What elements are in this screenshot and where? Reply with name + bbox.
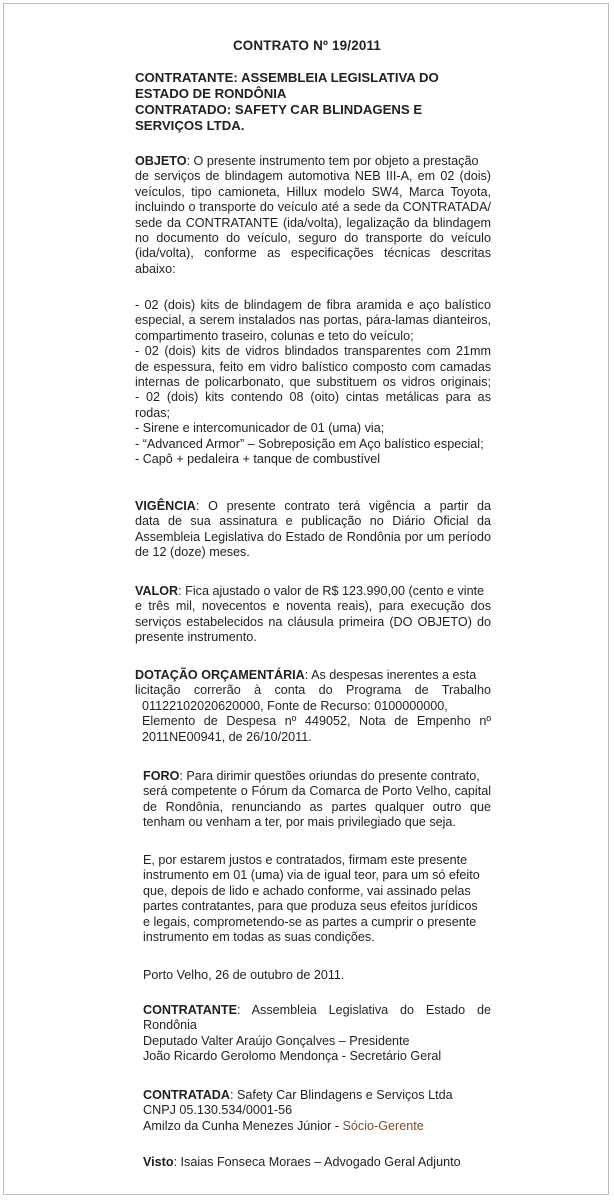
objeto-line: veículos, tipo camioneta, Hillux modelo SW4, Marca Toyota, xyxy=(135,184,491,199)
foro-clause xyxy=(143,769,491,831)
objeto-line: sede da CONTRATANTE (ida/volta), legalização da blindagem xyxy=(135,215,491,230)
dotacao-clause xyxy=(135,668,491,745)
contratada-signature xyxy=(143,1088,491,1134)
valor-clause xyxy=(135,584,491,646)
list-item: - 02 (dois) kits de vidros blindados transparentes com 21mm xyxy=(135,344,491,359)
closing-line: E, por estarem justos e contratados, firmam este presente xyxy=(143,853,468,867)
valor-line: e três mil, novecentos e noventa reais), para execução dos xyxy=(135,599,491,614)
contratada-label: CONTRATADA xyxy=(143,1088,230,1102)
parties-block xyxy=(135,70,491,134)
vigencia-line: data de sua assinatura e publicação no Diário Oficial da xyxy=(135,514,491,529)
parties-line-3: CONTRATADO: SAFETY CAR BLINDAGENS E xyxy=(135,102,423,117)
visto-line: Visto: Isaias Fonseca Moraes – Advogado Geral Adjunto xyxy=(143,1155,461,1169)
foro-line: FORO: Para dirimir questões oriundas do presente contrato, xyxy=(143,769,480,783)
valor-line: VALOR: Fica ajustado o valor de R$ 123.990,00 (cento e vinte xyxy=(135,584,485,598)
vigencia-line: de 12 (doze) meses. xyxy=(135,545,250,560)
closing-paragraph xyxy=(143,853,491,945)
list-item: - “Advanced Armor” – Sobreposição em Aço balístico especial; xyxy=(135,436,484,451)
valor-line: presente instrumento. xyxy=(135,630,257,645)
valor-label: VALOR xyxy=(135,584,179,598)
contratada-line: Amilzo da Cunha Menezes Júnior - Sócio-Gerente xyxy=(143,1118,424,1133)
contratada-line: CONTRATADA: Safety Car Blindagens e Serviços Ltda xyxy=(143,1088,453,1102)
list-item: de espessura, feito em vidro balístico composto com camadas xyxy=(135,359,491,374)
parties-line-4: SERVIÇOS LTDA. xyxy=(135,118,245,133)
dotacao-line: 01122102020620000, Fonte de Recurso: 0100000000, xyxy=(142,698,448,713)
contratante-label: CONTRATANTE xyxy=(143,1003,237,1017)
role-text: Sócio-Gerente xyxy=(342,1118,424,1133)
objeto-line: OBJETO: O presente instrumento tem por objeto a prestação xyxy=(135,154,479,168)
vigencia-line: VIGÊNCIA: O presente contrato terá vigência a partir da xyxy=(135,499,491,513)
objeto-line: incluindo o transporte do veículo até a sede da CONTRATADA/ xyxy=(135,200,491,215)
list-item: internas de policarbonato, que substituem os vidros originais; xyxy=(135,375,491,390)
objeto-line: (ida/volta), conforme as especificações técnicas descritas xyxy=(135,246,491,261)
list-item: - 02 (dois) kits de blindagem de fibra aramida e aço balístico xyxy=(135,298,491,312)
contratante-line: João Ricardo Gerolomo Mendonça - Secretário Geral xyxy=(143,1049,442,1064)
list-item: - Sirene e intercomunicador de 01 (uma) via; xyxy=(135,421,385,436)
parties-line-1: CONTRATANTE: ASSEMBLEIA LEGISLATIVA DO xyxy=(135,70,439,85)
objeto-line: abaixo: xyxy=(135,261,176,276)
date-line: Porto Velho, 26 de outubro de 2011. xyxy=(143,968,345,982)
list-item: rodas; xyxy=(135,405,171,420)
contratada-line: CNPJ 05.130.534/0001-56 xyxy=(143,1103,293,1118)
visto-label: Visto xyxy=(143,1155,174,1169)
foro-line: tenham ou venham a ter, por mais privilegiado que seja. xyxy=(143,815,456,830)
list-item: compartimento traseiro, colunas e teto do veículo; xyxy=(135,328,414,343)
specification-list xyxy=(135,298,491,467)
foro-line: será competente o Fórum da Comarca de Porto Velho, capital xyxy=(143,784,491,799)
dotacao-line: DOTAÇÃO ORÇAMENTÁRIA: As despesas inerentes a esta xyxy=(135,668,477,682)
closing-line: e legais, comprometendo-se as partes a cumprir o presente xyxy=(143,914,477,929)
vigencia-label: VIGÊNCIA xyxy=(135,499,196,513)
dotacao-line: 2011NE00941, de 26/10/2011. xyxy=(142,729,312,744)
valor-line: serviços estabelecidos na cláusula primeira (DO OBJETO) do xyxy=(135,614,491,629)
vigencia-clause xyxy=(135,499,491,561)
foro-line: de Rondônia, renunciando as partes qualquer outro que xyxy=(143,799,491,814)
list-item: - Capô + pedaleira + tanque de combustível xyxy=(135,452,381,467)
closing-line: instrumento em 01 (uma) via de igual teor, para um só efeito xyxy=(143,868,480,883)
dotacao-line: Elemento de Despesa nº 449052, Nota de Empenho nº xyxy=(142,714,491,729)
objeto-line: no documento do veículo, seguro do transporte do veículo xyxy=(135,231,491,246)
objeto-label: OBJETO xyxy=(135,154,187,168)
contratante-line: CONTRATANTE: Assembleia Legislativa do Estado de xyxy=(143,1003,491,1017)
list-item: especial, a serem instalados nas portas, pára-lamas dianteiros, xyxy=(135,313,491,328)
dotacao-line: licitação correrão à conta do Programa de Trabalho xyxy=(135,683,491,698)
vigencia-line: Assembleia Legislativa do Estado de Rondônia por um período xyxy=(135,529,491,544)
parties-line-2: ESTADO DE RONDÔNIA xyxy=(135,86,287,101)
objeto-clause xyxy=(135,154,491,277)
list-item: - 02 (dois) kits contendo 08 (oito) cintas metálicas para as xyxy=(135,390,491,405)
contratante-signature xyxy=(143,1003,491,1065)
objeto-line: de serviços de blindagem automotiva NEB III-A, em 02 (dois) xyxy=(135,169,491,184)
contract-title: CONTRATO Nº 19/2011 xyxy=(232,38,382,53)
closing-line: partes contratantes, para que produza seus efeitos jurídicos xyxy=(143,899,478,914)
foro-label: FORO xyxy=(143,769,180,783)
dotacao-label: DOTAÇÃO ORÇAMENTÁRIA xyxy=(135,668,305,682)
closing-line: instrumento em todas as suas condições. xyxy=(143,930,375,945)
contratante-line: Rondônia xyxy=(143,1018,197,1033)
closing-line: que, depois de lido e achado conforme, vai assinado pelas xyxy=(143,883,471,898)
contratante-line: Deputado Valter Araújo Gonçalves – Presidente xyxy=(143,1033,410,1048)
